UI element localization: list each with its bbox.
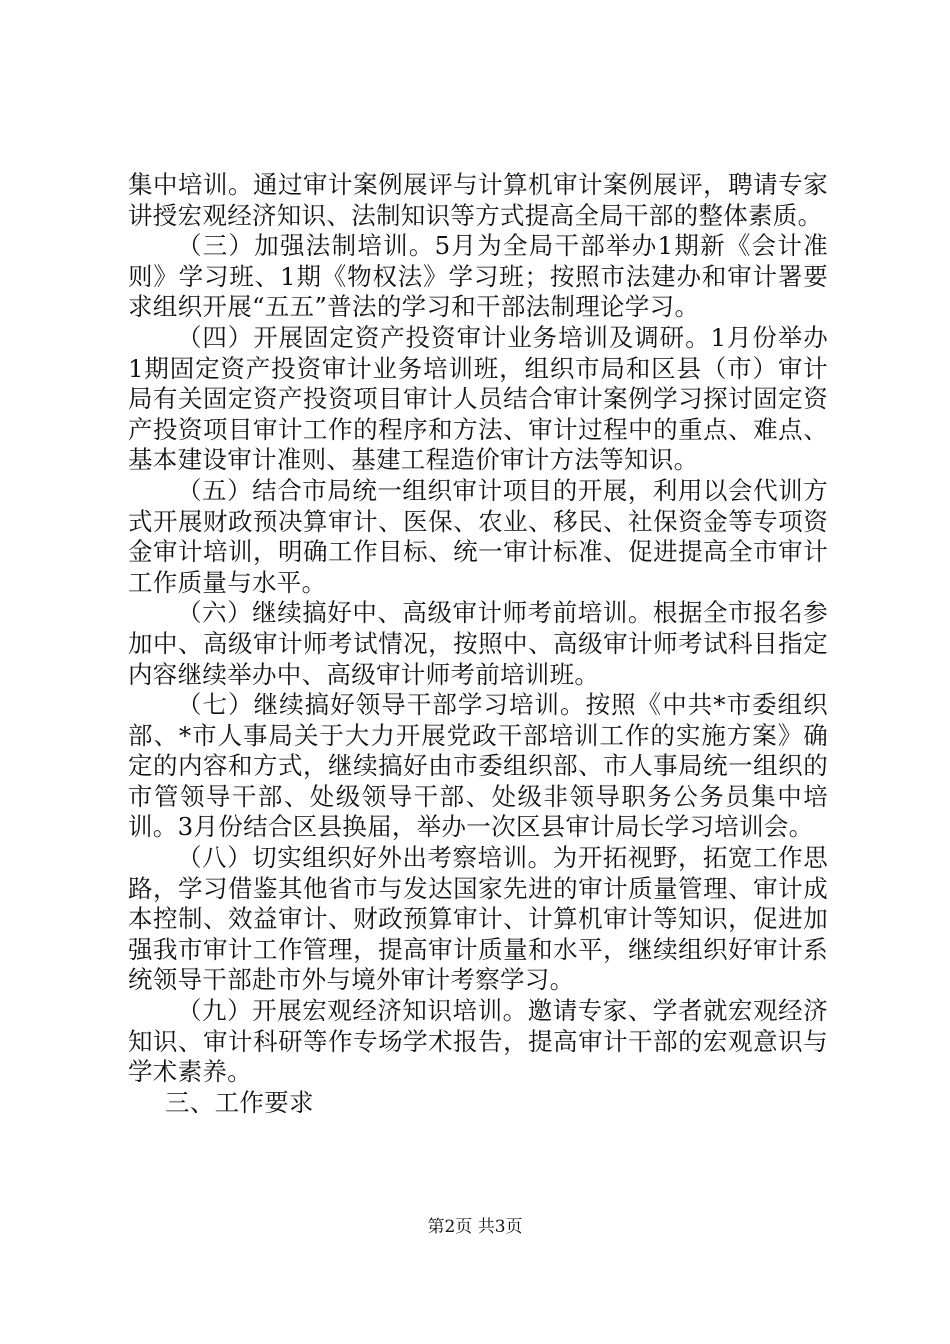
paragraph-item-4: （四）开展固定资产投资审计业务培训及调研。1月份举办1期固定资产投资审计业务培训班，组织市局和区县（市）审计局有关固定资产投资项目审计人员结合审计案例学习探讨固定资产投资项目审计工作的程序和方法、审计过程中的重点、难点、基本建设审计准则、基建工程造价审计方法等知识。 [128, 322, 828, 475]
page-number-footer: 第2页 共3页 [427, 1217, 523, 1237]
document-body [128, 170, 828, 1118]
paragraph-item-9: （九）开展宏观经济知识培训。邀请专家、学者就宏观经济知识、审计科研等作专场学术报告，提高审计干部的宏观意识与学术素养。 [128, 996, 828, 1087]
section-heading: 三、工作要求 [165, 1087, 314, 1117]
paragraph-continuation: 集中培训。通过审计案例展评与计算机审计案例展评，聘请专家讲授宏观经济知识、法制知识等方式提高全局干部的整体素质。 [128, 170, 828, 230]
paragraph-item-7: （七）继续搞好领导干部学习培训。按照《中共*市委组织部、*市人事局关于大力开展党政干部培训工作的实施方案》确定的内容和方式，继续搞好由市委组织部、市人事局统一组织的市管领导干部、处级领导干部、处级非领导职务公务员集中培训。3月份结合区县换届，举办一次区县审计局长学习培训会。 [128, 690, 828, 842]
paragraph-item-6: （六）继续搞好中、高级审计师考前培训。根据全市报名参加中、高级审计师考试情况，按照中、高级审计师考试科目指定内容继续举办中、高级审计师考前培训班。 [128, 598, 828, 689]
paragraph-item-8: （八）切实组织好外出考察培训。为开拓视野，拓宽工作思路，学习借鉴其他省市与发达国家先进的审计质量管理、审计成本控制、效益审计、财政预算审计、计算机审计等知识，促进加强我市审计工作管理，提高审计质量和水平，继续组织好审计系统领导干部赴市外与境外审计考察学习。 [128, 843, 828, 995]
paragraph-item-5: （五）结合市局统一组织审计项目的开展，利用以会代训方式开展财政预决算审计、医保、农业、移民、社保资金等专项资金审计培训，明确工作目标、统一审计标准、促进提高全市审计工作质量与水平。 [128, 475, 828, 597]
paragraph-item-3: （三）加强法制培训。5月为全局干部举办1期新《会计准则》学习班、1期《物权法》学习班；按照市法建办和审计署要求组织开展“五五”普法的学习和干部法制理论学习。 [128, 231, 829, 322]
